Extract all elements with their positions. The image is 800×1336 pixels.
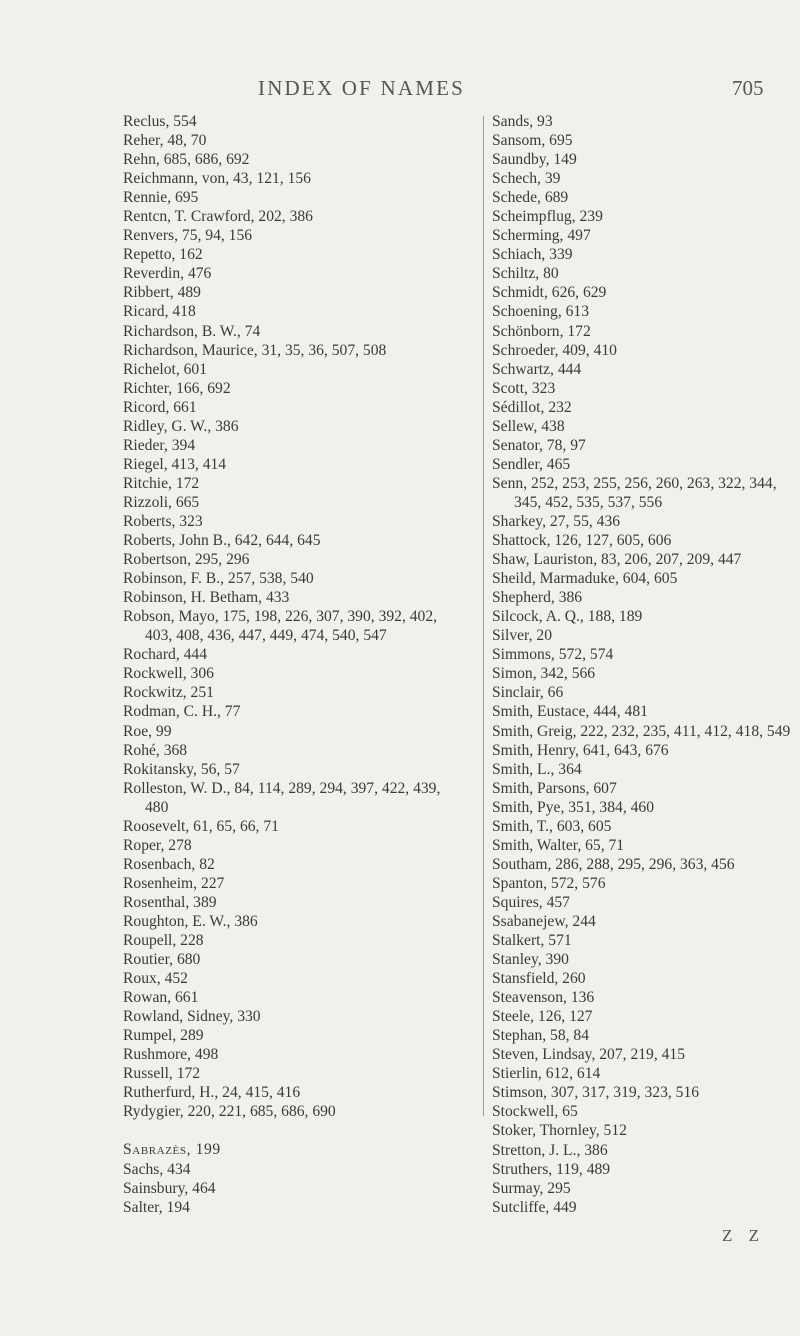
index-entry: Spanton, 572, 576 [492,874,606,892]
index-entry: Smith, Greig, 222, 232, 235, 411, 412, 418, 549 [492,722,791,740]
index-entry: Russell, 172 [123,1065,201,1083]
index-entry: Rennie, 695 [123,189,199,207]
index-entry: Scherming, 497 [492,227,591,245]
index-entry: Shaw, Lauriston, 83, 206, 207, 209, 447 [492,551,742,569]
index-entry: Robertson, 295, 296 [123,551,250,569]
index-entry: Rohé, 368 [123,741,188,759]
index-column-right [492,112,792,1217]
index-entry: Robson, Mayo, 175, 198, 226, 307, 390, 392, 402, 403, 408, 436, 447, 449, 474, 540, 547 [123,608,438,645]
index-entry: Roe, 99 [123,722,172,740]
index-entry: Schmidt, 626, 629 [492,284,607,302]
index-entry: Rochard, 444 [123,646,208,664]
index-entry: Struthers, 119, 489 [492,1160,611,1178]
index-entry: Stierlin, 612, 614 [492,1065,601,1083]
index-entry: Ssabanejew, 244 [492,912,596,930]
index-entry: Senn, 252, 253, 255, 256, 260, 263, 322, 344, 345, 452, 535, 537, 556 [492,474,777,511]
index-entry: Sainsbury, 464 [123,1179,216,1197]
index-entry: Robinson, H. Betham, 433 [123,589,290,607]
index-entry: Rosenthal, 389 [123,893,217,911]
index-entry: Smith, Walter, 65, 71 [492,836,625,854]
index-entry: Stretton, J. L., 386 [492,1141,608,1159]
index-entry: Smith, Henry, 641, 643, 676 [492,741,669,759]
index-entry: Rehn, 685, 686, 692 [123,151,250,169]
index-entry: Sédillot, 232 [492,398,572,416]
index-entry: Scheimpflug, 239 [492,208,603,226]
index-entry: Richter, 166, 692 [123,379,231,397]
index-entry: Rockwell, 306 [123,665,214,683]
index-entry: Squires, 457 [492,893,570,911]
index-entry: Stanley, 390 [492,951,569,969]
index-entry: Renvers, 75, 94, 156 [123,227,253,245]
index-entry: Sabrazès, 199 [123,1141,221,1159]
index-entry: Rosenheim, 227 [123,874,225,892]
index-entry: Smith, T., 603, 605 [492,817,612,835]
running-title: INDEX OF NAMES [258,76,465,100]
index-entry: Rumpel, 289 [123,1027,204,1045]
index-entry: Stimson, 307, 317, 319, 323, 516 [492,1084,700,1102]
index-entry: Ritchie, 172 [123,474,200,492]
index-entry: Rydygier, 220, 221, 685, 686, 690 [123,1103,336,1121]
index-entry: Sutcliffe, 449 [492,1198,577,1216]
index-entry: Stalkert, 571 [492,932,572,950]
index-entry: Sands, 93 [492,113,553,130]
index-entry: Rutherfurd, H., 24, 415, 416 [123,1084,301,1102]
index-entry: Scott, 323 [492,379,556,397]
index-entry: Stansfield, 260 [492,970,586,988]
index-entry: Roughton, E. W., 386 [123,912,258,930]
index-entry: Richardson, Maurice, 31, 35, 36, 507, 508 [123,341,387,359]
index-entry: Ridley, G. W., 386 [123,417,239,435]
index-entry: Routier, 680 [123,951,201,969]
index-entry: Silver, 20 [492,627,553,645]
index-entry: Rentcn, T. Crawford, 202, 386 [123,208,313,226]
index-entry: Roosevelt, 61, 65, 66, 71 [123,817,279,835]
index-entry: Sellew, 438 [492,417,565,435]
index-entry: Steavenson, 136 [492,989,595,1007]
index-entry: Simon, 342, 566 [492,665,596,683]
index-entry: Sheild, Marmaduke, 604, 605 [492,570,678,588]
index-entry: Schech, 39 [492,170,561,188]
index-entry: Salter, 194 [123,1198,190,1216]
index-entry: Rizzoli, 665 [123,493,200,511]
index-entry: Silcock, A. Q., 188, 189 [492,608,643,626]
index-entry: Schroeder, 409, 410 [492,341,617,359]
index-entry: Sansom, 695 [492,132,573,150]
index-entry: Senator, 78, 97 [492,436,586,454]
index-entry: Richardson, B. W., 74 [123,322,261,340]
index-entry: Stoker, Thornley, 512 [492,1122,627,1140]
index-entry: Stockwell, 65 [492,1103,578,1121]
index-entry: Schwartz, 444 [492,360,582,378]
index-entry: Saundby, 149 [492,151,577,169]
index-entry: Surmay, 295 [492,1179,571,1197]
signature-mark: Z Z [722,1226,766,1245]
index-entry: Sharkey, 27, 55, 436 [492,512,621,530]
index-entry: Reverdin, 476 [123,265,212,283]
index-entry: Smith, Pye, 351, 384, 460 [492,798,655,816]
index-entry: Ricord, 661 [123,398,197,416]
index-entry: Smith, Eustace, 444, 481 [492,703,648,721]
index-entry: Roper, 278 [123,836,192,854]
index-entry: Roberts, John B., 642, 644, 645 [123,532,321,550]
index-entry: Schönborn, 172 [492,322,591,340]
index-entry: Rowan, 661 [123,989,199,1007]
page-header [0,76,800,106]
index-entry: Repetto, 162 [123,246,203,264]
index-entry: Roberts, 323 [123,512,203,530]
index-entry: Robinson, F. B., 257, 538, 540 [123,570,314,588]
index-entry: Steven, Lindsay, 207, 219, 415 [492,1046,686,1064]
index-entry: Sinclair, 66 [492,684,564,702]
index-entry: Riegel, 413, 414 [123,455,227,473]
index-entry: Simmons, 572, 574 [492,646,614,664]
index-entry: Reher, 48, 70 [123,132,207,150]
index-entry: Shepherd, 386 [492,589,583,607]
index-entry: Sendler, 465 [492,455,571,473]
index-entry: Ribbert, 489 [123,284,201,302]
index-entry: Rowland, Sidney, 330 [123,1008,261,1026]
page-number: 705 [732,76,764,100]
index-entry: Roupell, 228 [123,932,204,950]
index-entry: Steele, 126, 127 [492,1008,593,1026]
index-entry: Rushmore, 498 [123,1046,219,1064]
index-entry: Shattock, 126, 127, 605, 606 [492,532,672,550]
index-entry: Stephan, 58, 84 [492,1027,590,1045]
index-entry: Schiltz, 80 [492,265,559,283]
index-entry: Rodman, C. H., 77 [123,703,241,721]
index-entry: Reichmann, von, 43, 121, 156 [123,170,311,188]
index-entry: Reclus, 554 [123,113,197,130]
column-divider [483,116,484,1116]
index-entry: Rockwitz, 251 [123,684,214,702]
index-entry: Schoening, 613 [492,303,590,321]
entry-gap [123,1121,453,1140]
index-entry: Sachs, 434 [123,1160,191,1178]
index-entry: Roux, 452 [123,970,188,988]
index-entry: Southam, 286, 288, 295, 296, 363, 456 [492,855,735,873]
index-entry: Richelot, 601 [123,360,208,378]
index-entry: Schiach, 339 [492,246,573,264]
index-entry: Rokitansky, 56, 57 [123,760,240,778]
index-entry: Smith, Parsons, 607 [492,779,617,797]
index-entry: Schede, 689 [492,189,569,207]
index-entry: Rolleston, W. D., 84, 114, 289, 294, 397, 422, 439, 480 [123,779,441,816]
index-entry: Ricard, 418 [123,303,196,321]
index-entry: Rosenbach, 82 [123,855,215,873]
index-entry: Rieder, 394 [123,436,196,454]
index-entry: Smith, L., 364 [492,760,582,778]
index-column-left [123,112,453,1217]
